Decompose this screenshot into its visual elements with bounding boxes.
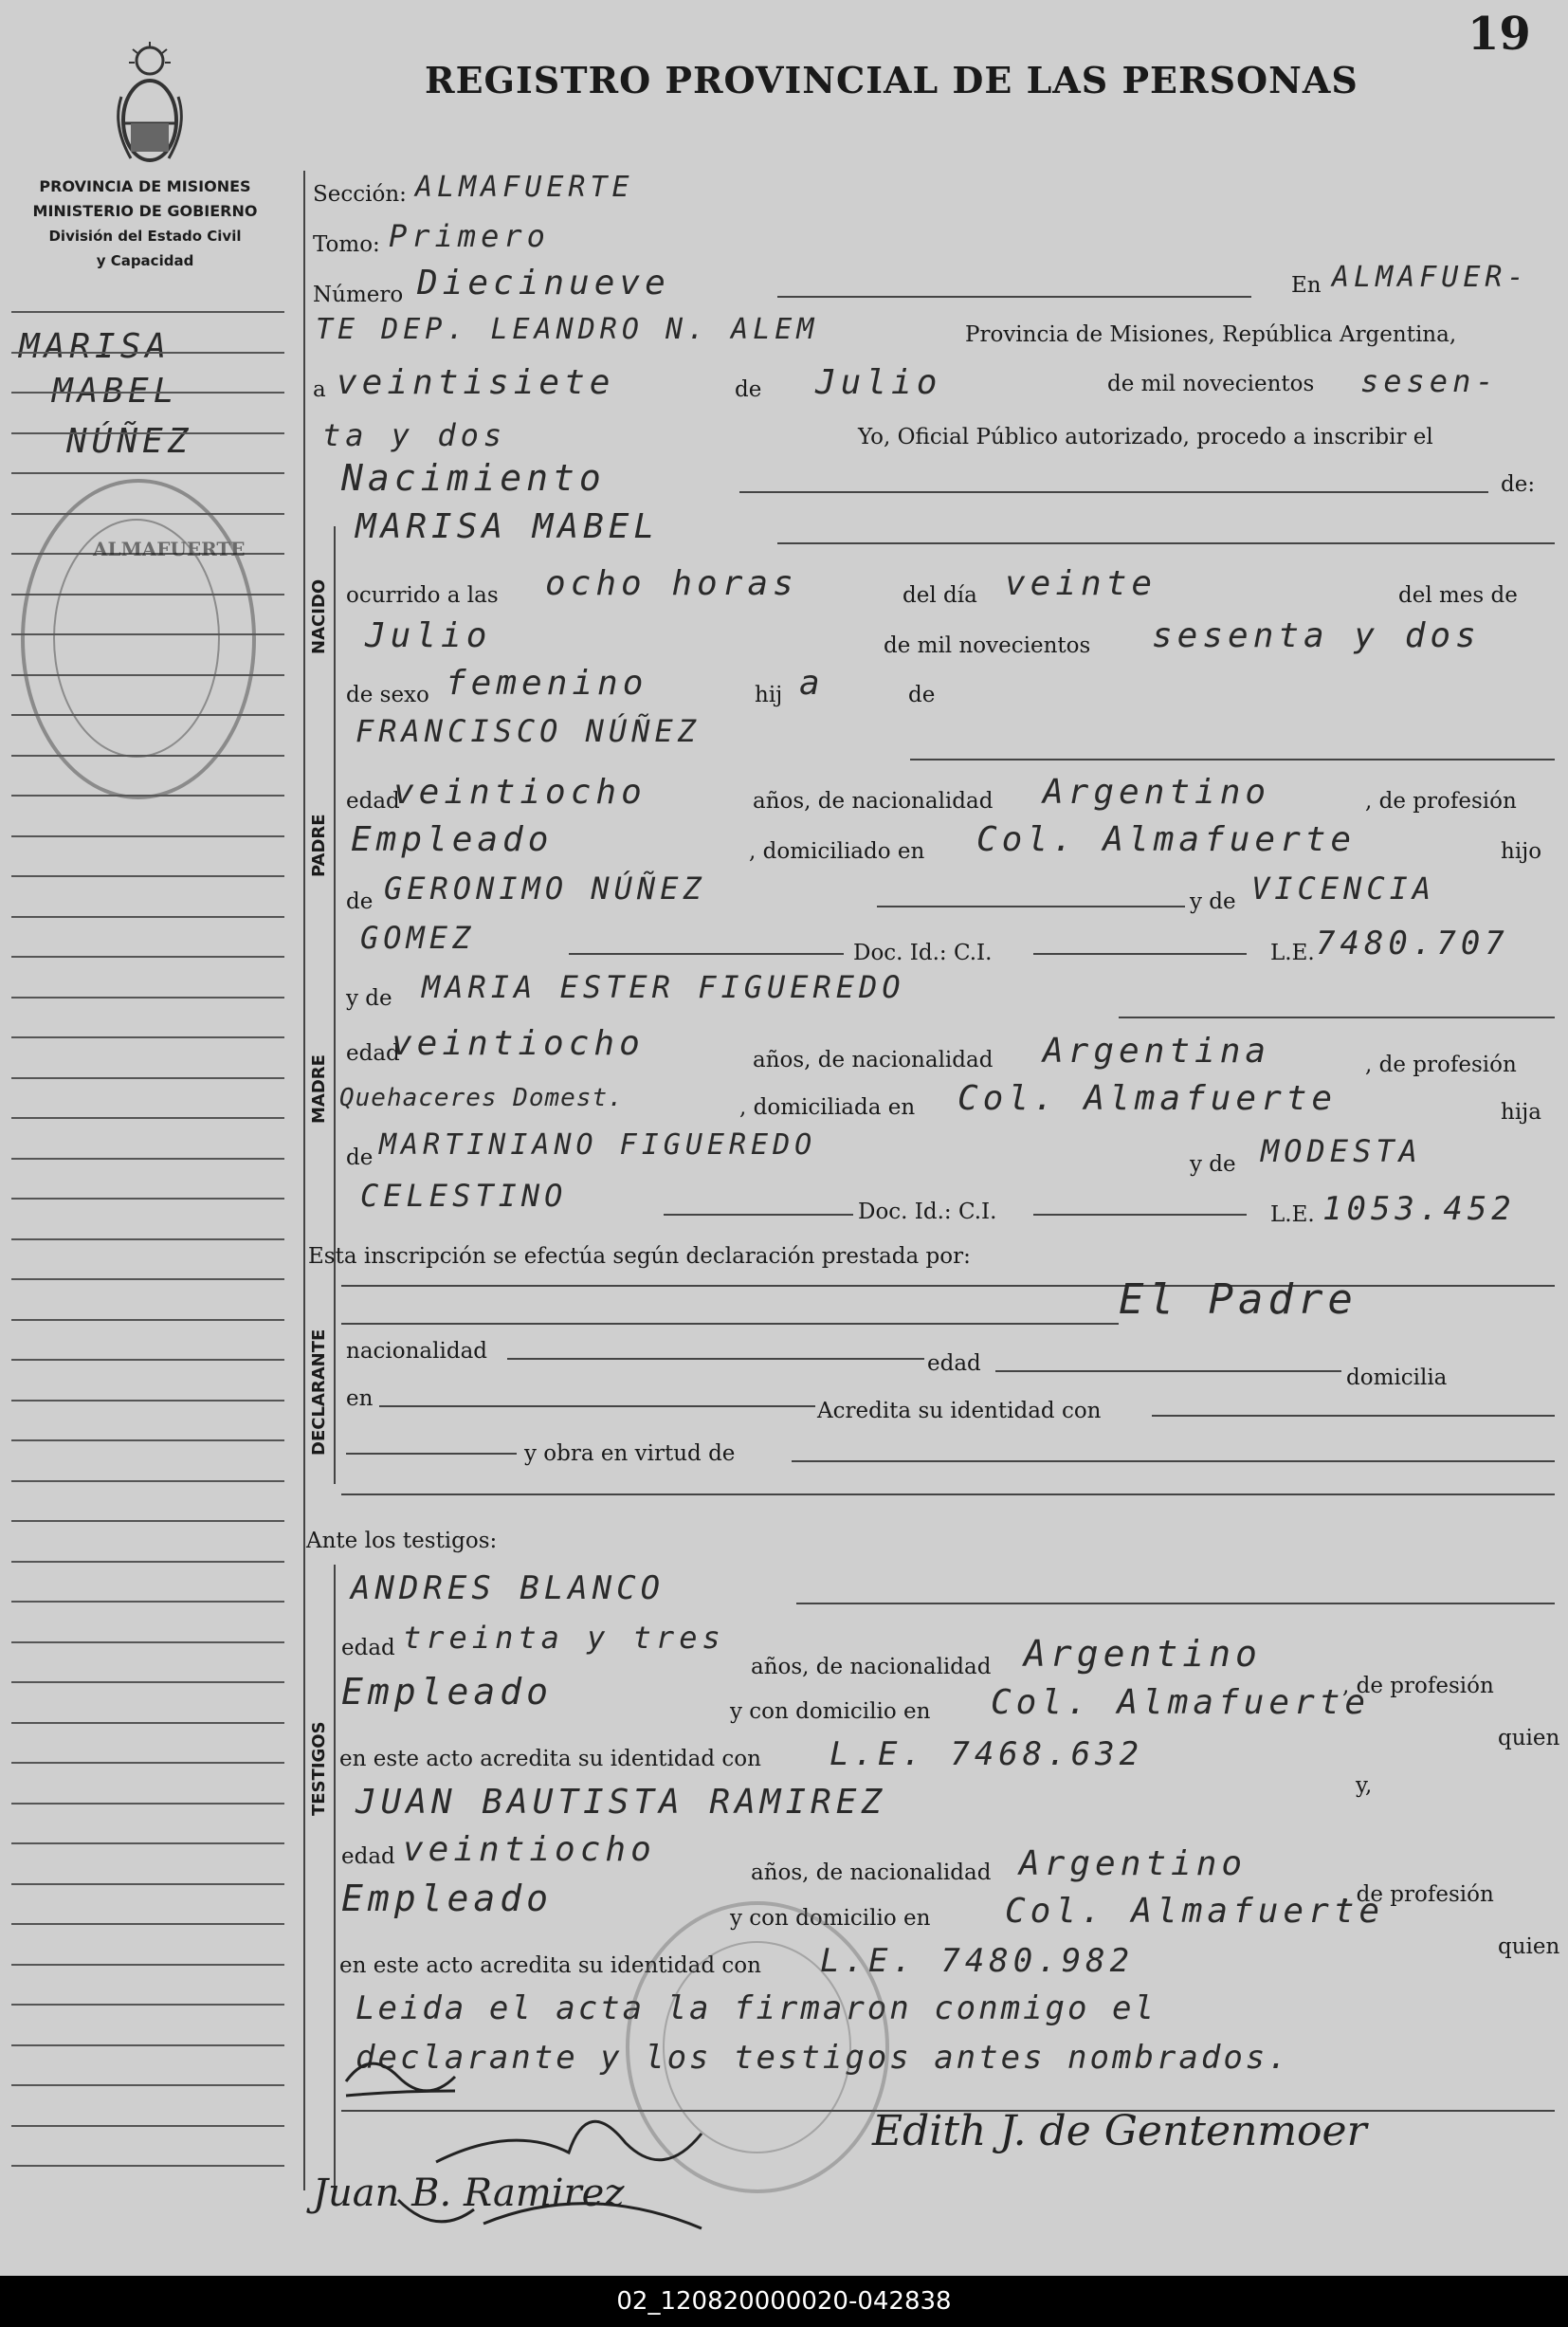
label-y-de: y de <box>1190 1152 1236 1177</box>
field-testigo1-nombre: ANDRES BLANCO <box>351 1569 665 1607</box>
sidebar-rule <box>11 2125 284 2127</box>
field-padre-profesion: Empleado <box>351 820 554 859</box>
sidebar-rule <box>11 1278 284 1280</box>
label-de: de <box>735 377 762 402</box>
label-con-domicilio: y con domicilio en <box>730 1906 931 1931</box>
label-nacionalidad: nacionalidad <box>346 1339 488 1364</box>
label-ante-testigos: Ante los testigos: <box>306 1529 498 1553</box>
field-lugar: ALMAFUER- <box>1332 261 1529 294</box>
signature-witness: Juan B. Ramirez <box>313 2171 625 2215</box>
sidebar-rule <box>11 1238 284 1240</box>
label-edad: edad <box>341 1636 395 1660</box>
sidebar-name-line: MABEL <box>52 372 179 411</box>
sidebar-rule <box>11 997 284 999</box>
label-hija: hija <box>1501 1100 1542 1125</box>
sidebar-rule <box>11 1359 284 1361</box>
label-de-profesion: , de profesión <box>1365 1053 1517 1077</box>
field-padre-nacionalidad: Argentino <box>1043 773 1271 812</box>
sidebar-rule <box>11 2004 284 2006</box>
label-quien: quien <box>1498 1726 1560 1750</box>
sidebar-header-line: y Capacidad <box>96 252 194 269</box>
label-a: a <box>313 377 326 402</box>
sidebar-rule <box>11 1077 284 1079</box>
label-acredita: Acredita su identidad con <box>817 1399 1102 1423</box>
field-mes-inscripcion: Julio <box>815 363 942 402</box>
label-anos-nac: años, de nacionalidad <box>751 1655 992 1679</box>
field-hora: ocho horas <box>545 564 798 603</box>
sidebar-rule <box>11 1520 284 1522</box>
label-en: en <box>346 1386 374 1411</box>
field-padre-nombre: FRANCISCO NÚÑEZ <box>356 713 701 749</box>
field-sexo: femenino <box>446 664 648 703</box>
sidebar-rule <box>11 1198 284 1200</box>
field-testigo2-profesion: Empleado <box>341 1878 554 1919</box>
field-lugar-cont: TE DEP. LEANDRO N. ALEM <box>316 313 819 346</box>
field-dia-nacimiento: veinte <box>1005 564 1158 603</box>
field-abuela-materna-cont: CELESTINO <box>360 1178 568 1214</box>
field-anio-nacimiento: sesenta y dos <box>1152 616 1481 655</box>
field-abuela-materna: MODESTA <box>1261 1133 1422 1169</box>
field-abuela-paterna-cont: GOMEZ <box>360 920 476 956</box>
label-de-profesion: , de profesión <box>1365 789 1517 814</box>
label-mil-novecientos: de mil novecientos <box>1107 372 1315 396</box>
label-edad: edad <box>346 789 400 814</box>
sidebar-header-line: MINISTERIO DE GOBIERNO <box>32 202 258 220</box>
sidebar-rule <box>11 1923 284 1925</box>
label-yo-oficial: Yo, Oficial Público autorizado, procedo a inscribir el <box>858 425 1433 449</box>
label-esta-inscripcion: Esta inscripción se efectúa según declaración prestada por: <box>308 1244 971 1269</box>
label-quien: quien <box>1498 1934 1560 1959</box>
sidebar-rule <box>11 472 284 474</box>
section-rule <box>334 1565 336 2190</box>
sidebar-rule <box>11 1561 284 1563</box>
label-doc-id: Doc. Id.: C.I. <box>853 941 993 965</box>
field-declarante: El Padre <box>1119 1275 1358 1324</box>
label-acredita-acto: en este acto acredita su identidad con <box>339 1953 761 1978</box>
field-testigo1-edad: treinta y tres <box>403 1620 725 1656</box>
page-number: 19 <box>1468 8 1531 61</box>
coat-of-arms-icon <box>112 40 188 168</box>
label-y-de: y de <box>346 986 392 1011</box>
label-de-sexo: de sexo <box>346 683 429 707</box>
closing-text: Leida el acta la firmaron conmigo el <box>356 1989 1157 2027</box>
label-y-comma: y, <box>1356 1773 1373 1798</box>
label-ocurrido: ocurrido a las <box>346 583 499 608</box>
field-padre-edad: veintiocho <box>393 773 647 812</box>
label-del-dia: del día <box>903 583 977 608</box>
label-declarante: DECLARANTE <box>309 1328 329 1456</box>
field-padre-le: 7480.707 <box>1316 925 1509 962</box>
signature-official: Edith J. de Gentenmoer <box>872 2107 1367 2155</box>
sidebar-rule <box>11 1762 284 1764</box>
label-provincia: Provincia de Misiones, República Argentina, <box>965 322 1457 347</box>
sidebar-rule <box>11 1842 284 1844</box>
sidebar-rule <box>11 1803 284 1805</box>
sidebar-rule <box>11 392 284 394</box>
label-de-profesion: , de profesión <box>1342 1882 1494 1907</box>
sidebar-name-line: NÚÑEZ <box>66 422 193 461</box>
field-tomo: Primero <box>389 218 550 254</box>
label-padre: PADRE <box>309 814 329 877</box>
label-anos-nac: años, de nacionalidad <box>753 789 994 814</box>
label-edad: edad <box>341 1844 395 1869</box>
field-testigo1-profesion: Empleado <box>341 1671 554 1713</box>
sidebar-rule <box>11 1319 284 1321</box>
label-madre: MADRE <box>309 1054 329 1124</box>
field-tipo-acta: Nacimiento <box>341 457 606 499</box>
sidebar-rule <box>11 2165 284 2167</box>
sidebar-rule <box>11 1036 284 1038</box>
field-abuelo-paterno: GERONIMO NÚÑEZ <box>384 870 706 907</box>
sidebar-rule <box>11 2084 284 2086</box>
field-seccion: ALMAFUERTE <box>415 171 634 204</box>
field-madre-domicilio: Col. Almafuerte <box>957 1079 1338 1118</box>
sidebar-rule <box>11 1681 284 1683</box>
field-mes-nacimiento: Julio <box>365 616 492 655</box>
sidebar-rule <box>11 352 284 354</box>
sidebar-rule <box>11 1964 284 1966</box>
sidebar-header-line: PROVINCIA DE MISIONES <box>39 177 251 195</box>
sidebar-rule <box>11 1722 284 1724</box>
field-dia-inscripcion: veintisiete <box>337 363 615 402</box>
field-testigo2-le: L.E. 7480.982 <box>820 1942 1135 1980</box>
label-de-profesion: , de profesión <box>1342 1674 1494 1698</box>
field-madre-edad: veintiocho <box>392 1024 645 1063</box>
label-tomo: Tomo: <box>313 232 380 257</box>
label-del-mes: del mes de <box>1398 583 1518 608</box>
label-de-mil: de mil novecientos <box>884 633 1091 658</box>
label-domicilia: domicilia <box>1346 1365 1448 1390</box>
official-stamp <box>21 479 256 799</box>
sidebar-rule <box>11 916 284 918</box>
field-testigo1-nacionalidad: Argentino <box>1024 1633 1262 1675</box>
sidebar-rule <box>11 2044 284 2046</box>
sidebar-header <box>8 174 283 273</box>
label-numero: Número <box>313 283 404 307</box>
label-de-small: de <box>908 683 936 707</box>
stamp-text: ALMAFUERTE <box>93 538 246 560</box>
label-doc-id: Doc. Id.: C.I. <box>858 1200 997 1224</box>
closing-text: declarante y los testigos antes nombrados. <box>356 2039 1290 2077</box>
sidebar-rule <box>11 1480 284 1482</box>
sidebar-rule <box>11 1158 284 1160</box>
label-domiciliado: , domiciliado en <box>749 839 925 864</box>
field-nombre-nacido: MARISA MABEL <box>356 507 660 546</box>
sidebar-rule <box>11 1400 284 1402</box>
label-hijo: hijo <box>1501 839 1542 864</box>
sidebar-rule <box>11 875 284 877</box>
field-madre-nacionalidad: Argentina <box>1043 1032 1271 1071</box>
field-madre-profesion: Quehaceres Domest. <box>339 1084 624 1112</box>
sidebar-rule <box>11 311 284 313</box>
field-testigo2-nacionalidad: Argentino <box>1019 1844 1248 1883</box>
label-nacido: NACIDO <box>309 578 329 654</box>
sidebar-rule <box>11 835 284 837</box>
label-con-domicilio: y con domicilio en <box>730 1699 931 1724</box>
sidebar-header-line: División del Estado Civil <box>48 228 242 245</box>
label-anos-nac: años, de nacionalidad <box>751 1860 992 1885</box>
field-testigo1-le: L.E. 7468.632 <box>830 1735 1144 1773</box>
field-testigo2-nombre: JUAN BAUTISTA RAMIREZ <box>356 1783 887 1822</box>
field-abuelo-materno: MARTINIANO FIGUEREDO <box>379 1128 817 1162</box>
sidebar-rule <box>11 1601 284 1603</box>
label-domiciliada: , domiciliada en <box>739 1095 916 1120</box>
page-title: REGISTRO PROVINCIAL DE LAS PERSONAS <box>425 59 1358 101</box>
label-y-de: y de <box>1190 889 1236 914</box>
field-padre-domicilio: Col. Almafuerte <box>976 820 1357 859</box>
sidebar-rule <box>11 1641 284 1643</box>
field-testigo2-edad: veintiocho <box>403 1830 656 1869</box>
field-abuela-paterna: VICENCIA <box>1251 870 1436 907</box>
field-anio: sesen- <box>1360 363 1499 399</box>
field-testigo2-domicilio: Col. Almafuerte <box>1005 1892 1385 1931</box>
label-de-small: de <box>346 1145 374 1170</box>
section-rule <box>334 526 336 1484</box>
sidebar-rule <box>11 432 284 434</box>
field-testigo1-domicilio: Col. Almafuerte <box>991 1683 1371 1722</box>
field-madre-le: 1053.452 <box>1322 1190 1516 1228</box>
field-madre-nombre: MARIA ESTER FIGUEREDO <box>422 969 905 1005</box>
label-acredita-acto: en este acto acredita su identidad con <box>339 1747 761 1771</box>
footer-id: 02_120820000020-042838 <box>0 2276 1568 2327</box>
label-testigos: TESTIGOS <box>309 1721 329 1816</box>
label-anos-nac: años, de nacionalidad <box>753 1048 994 1072</box>
label-de-colon: de: <box>1501 472 1536 497</box>
label-obra: y obra en virtud de <box>524 1441 736 1466</box>
sidebar-rule <box>11 1439 284 1441</box>
sidebar-rule <box>11 956 284 958</box>
sidebar-rule <box>11 1117 284 1119</box>
main-left-rule <box>303 171 305 2190</box>
label-hij: hij <box>755 683 783 707</box>
label-edad: edad <box>927 1351 981 1376</box>
field-numero: Diecinueve <box>417 264 670 302</box>
label-en: En <box>1291 273 1322 298</box>
sidebar-rule <box>11 1883 284 1885</box>
field-hij-suffix: a <box>799 664 825 703</box>
label-seccion: Sección: <box>313 182 407 207</box>
label-de-small: de <box>346 889 374 914</box>
label-edad: edad <box>346 1041 400 1066</box>
label-le: L.E. <box>1270 1202 1315 1227</box>
field-anio-cont: ta y dos <box>322 417 507 453</box>
label-le: L.E. <box>1270 941 1315 965</box>
sidebar-name-line: MARISA <box>19 327 172 366</box>
